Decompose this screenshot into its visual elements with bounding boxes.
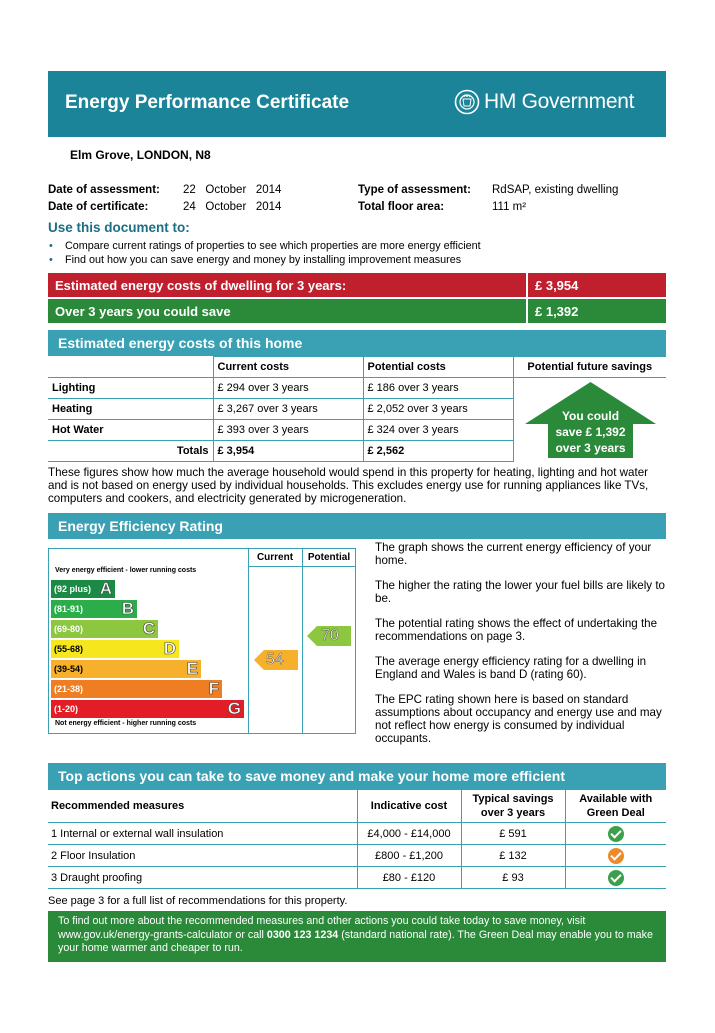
current-cost: £ 3,267 over 3 years bbox=[213, 399, 363, 420]
measure-saving: £ 93 bbox=[461, 867, 565, 889]
explanation-paragraph: The graph shows the current energy efficiency of your home. bbox=[375, 541, 652, 567]
table-row bbox=[48, 823, 666, 845]
footer-info-box bbox=[48, 911, 666, 962]
totals-potential: £ 2,562 bbox=[363, 441, 513, 462]
rating-bar-a: (92 plus) A bbox=[51, 580, 115, 598]
potential-costs-header: Potential costs bbox=[363, 357, 513, 378]
current-column-header: Current bbox=[256, 552, 294, 563]
totals-label: Totals bbox=[48, 441, 213, 462]
table-row bbox=[48, 845, 666, 867]
measure-cost: £4,000 - £14,000 bbox=[357, 823, 461, 845]
actions-section-title: Top actions you can take to save money and make your home more efficient bbox=[58, 768, 565, 784]
measures-header: Recommended measures bbox=[48, 790, 357, 823]
actions-table bbox=[48, 789, 666, 889]
potential-rating-marker bbox=[307, 626, 351, 646]
explanation-paragraph: The EPC rating shown here is based on standard assumptions about occupancy and energy use and may not reflect how energy is consumed by individual occupants. bbox=[375, 693, 662, 745]
bottom-caption: Not energy efficient - higher running costs bbox=[55, 720, 197, 727]
efficiency-section-title: Energy Efficiency Rating bbox=[58, 518, 223, 534]
rating-bar-e: (39-54) E bbox=[51, 660, 201, 678]
date-certificate-label: Date of certificate: bbox=[48, 201, 149, 213]
potential-saving-value: £ 1,392 bbox=[535, 304, 579, 319]
estimated-cost-band bbox=[48, 273, 666, 297]
use-document-list bbox=[48, 239, 481, 267]
savings-header: Typical savings over 3 years bbox=[461, 790, 565, 823]
explanation-paragraph: The average energy efficiency rating for a dwelling in England and Wales is band D (rating 60). bbox=[375, 655, 647, 681]
orange-check-icon bbox=[608, 848, 624, 864]
current-rating-value: 54 bbox=[266, 651, 284, 668]
rating-bar-g: (1-20) G bbox=[51, 700, 244, 718]
measure-saving: £ 591 bbox=[461, 823, 565, 845]
green-deal-header: Available with Green Deal bbox=[565, 790, 666, 823]
measure-cost: £800 - £1,200 bbox=[357, 845, 461, 867]
measure-name: 1 Internal or external wall insulation bbox=[48, 823, 357, 845]
efficiency-section-header bbox=[48, 513, 666, 539]
page-title: Energy Performance Certificate bbox=[65, 92, 350, 113]
potential-cost: £ 186 over 3 years bbox=[363, 378, 513, 399]
date-certificate-value: 24 October 2014 bbox=[183, 201, 282, 213]
footer-phone: 0300 123 1234 bbox=[266, 928, 339, 941]
potential-cost: £ 2,052 over 3 years bbox=[363, 399, 513, 420]
footer-text-start: To find out more about the recommended measures and other actions you could take today to save money, visit www.gov.uk/energy-grants-calculator or call bbox=[58, 915, 586, 941]
cost-header: Indicative cost bbox=[357, 790, 461, 823]
future-savings-header: Potential future savings bbox=[513, 357, 666, 378]
use-document-heading: Use this document to: bbox=[48, 220, 190, 235]
property-address: Elm Grove, LONDON, N8 bbox=[70, 148, 211, 162]
green-check-icon bbox=[608, 826, 624, 842]
cost-label: Hot Water bbox=[48, 420, 213, 441]
measure-name: 3 Draught proofing bbox=[48, 867, 357, 889]
floor-area-label: Total floor area: bbox=[358, 201, 445, 213]
savings-arrow bbox=[525, 382, 656, 458]
explanation-paragraph: The higher the rating the lower your fuel bills are likely to be. bbox=[375, 579, 665, 605]
potential-cost: £ 324 over 3 years bbox=[363, 420, 513, 441]
hm-government-label: HM Government bbox=[484, 90, 635, 113]
table-row bbox=[48, 867, 666, 889]
measure-cost: £80 - £120 bbox=[357, 867, 461, 889]
rating-bar-c: (69-80) C bbox=[51, 620, 158, 638]
current-rating-marker bbox=[254, 650, 298, 670]
green-check-icon bbox=[608, 870, 624, 886]
current-cost: £ 294 over 3 years bbox=[213, 378, 363, 399]
savings-line: save £ 1,392 bbox=[555, 425, 626, 439]
estimated-cost-value: £ 3,954 bbox=[535, 278, 579, 293]
hm-government-logo bbox=[454, 88, 654, 116]
actions-note: See page 3 for a full list of recommendations for this property. bbox=[48, 895, 348, 907]
efficiency-explanation bbox=[375, 541, 667, 745]
actions-section-header bbox=[48, 763, 666, 789]
totals-current: £ 3,954 bbox=[213, 441, 363, 462]
rating-bar-b: (81-91) B bbox=[51, 600, 137, 618]
potential-rating-value: 70 bbox=[321, 627, 339, 644]
current-costs-header: Current costs bbox=[213, 357, 363, 378]
potential-saving-label: Over 3 years you could save bbox=[55, 304, 231, 319]
date-assessment-label: Date of assessment: bbox=[48, 184, 160, 196]
costs-section-header bbox=[48, 330, 666, 356]
list-item: • Find out how you can save energy and money by installing improvement measures bbox=[48, 253, 481, 267]
assessment-type-label: Type of assessment: bbox=[358, 184, 471, 196]
footer-text-end: (standard national rate). The Green Deal may enable you to make your home warmer and cheaper to run. bbox=[58, 928, 653, 954]
costs-section-title: Estimated energy costs of this home bbox=[58, 335, 303, 351]
savings-line: You could bbox=[561, 409, 620, 423]
top-caption: Very energy efficient - lower running costs bbox=[55, 567, 197, 574]
measure-saving: £ 132 bbox=[461, 845, 565, 867]
potential-column-header: Potential bbox=[307, 552, 351, 563]
cost-label: Lighting bbox=[48, 378, 213, 399]
royal-crest-icon bbox=[454, 89, 480, 115]
savings-line: over 3 years bbox=[555, 441, 626, 455]
rating-bar-f: (21-38) F bbox=[51, 680, 222, 698]
estimated-cost-label: Estimated energy costs of dwelling for 3 years: bbox=[55, 278, 347, 293]
current-cost: £ 393 over 3 years bbox=[213, 420, 363, 441]
certificate-header bbox=[48, 71, 666, 137]
potential-saving-band bbox=[48, 299, 666, 323]
costs-note: These figures show how much the average household would spend in this property for heating, lighting and hot water and is not based on energy used by individual households. This excludes energy use for running appliances like TVs, computers and cookers, and electricity generated by microgeneration. bbox=[48, 466, 649, 505]
cost-label: Heating bbox=[48, 399, 213, 420]
floor-area-value: 111 m² bbox=[492, 201, 527, 213]
measure-name: 2 Floor Insulation bbox=[48, 845, 357, 867]
explanation-paragraph: The potential rating shows the effect of undertaking the recommendations on page 3. bbox=[375, 617, 658, 643]
rating-bar-d: (55-68) D bbox=[51, 640, 179, 658]
list-item: • Compare current ratings of properties to see which properties are more energy efficient bbox=[48, 239, 481, 253]
date-assessment-value: 22 October 2014 bbox=[183, 184, 282, 196]
assessment-type-value: RdSAP, existing dwelling bbox=[492, 184, 619, 196]
